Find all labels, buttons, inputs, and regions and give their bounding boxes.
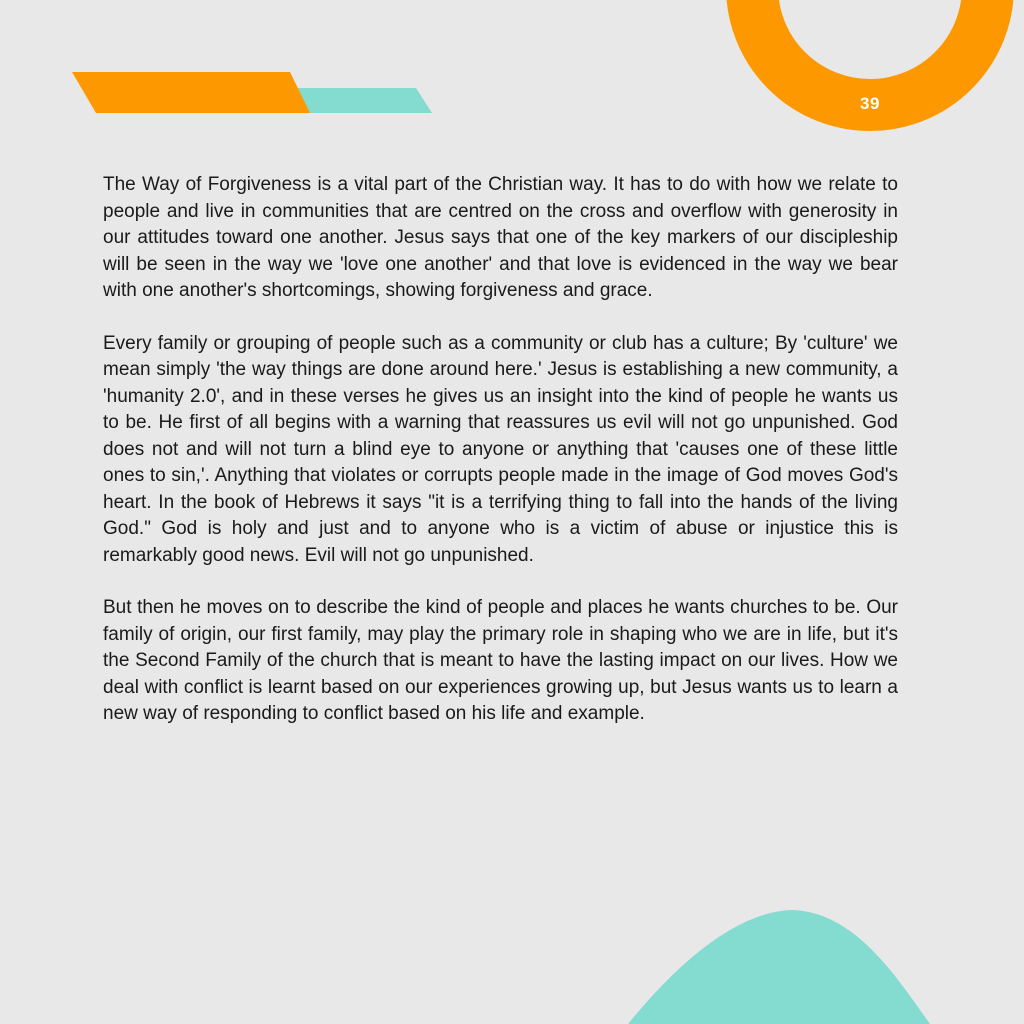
teal-bar-shape (295, 88, 432, 113)
paragraph-1: The Way of Forgiveness is a vital part of the Christian way. It has to do with how we relate to people and live in communities that are centred on the cross and overflow with generosity in our attitudes toward one another. Jesus says that one of the key markers of our discipleship will be seen in the way we 'love one another' and that love is evidenced in the way we bear with one another's shortcomings, showing forgiveness and grace. (103, 174, 898, 301)
orange-bar-shape (72, 72, 310, 113)
paragraph-3: But then he moves on to describe the kind of people and places he wants churches to be. Our family of origin, our first family, may play the primary role in shaping who we are in life, but it's the Second Family of the church that is meant to have the lasting impact on our lives. How we deal with conflict is learnt based on our experiences growing up, but Jesus wants us to learn a new way of responding to conflict based on his life and example. (103, 597, 898, 724)
body-text (103, 172, 898, 754)
paragraph-2: Every family or grouping of people such as a community or club has a culture; By 'culture' we mean simply 'the way things are done around here.' Jesus is establishing a new community, a 'humanity 2.0', and in these verses he gives us an insight into the kind of people he wants us to be. He first of all begins with a warning that reassures us evil will not go unpunished. God does not and will not turn a blind eye to anyone or anything that 'causes one of these little ones to sin,'. Anything that violates or corrupts people made in the image of God moves God's heart. In the book of Hebrews it says "it is a terrifying thing to fall into the hands of the living God." God is holy and just and to anyone who is a victim of abuse or injustice this is remarkably good news. Evil will not go unpunished. (103, 332, 898, 566)
page-number: 39 (860, 94, 880, 113)
orange-ring-shape (752, 0, 988, 105)
teal-hill-shape (628, 910, 930, 1024)
